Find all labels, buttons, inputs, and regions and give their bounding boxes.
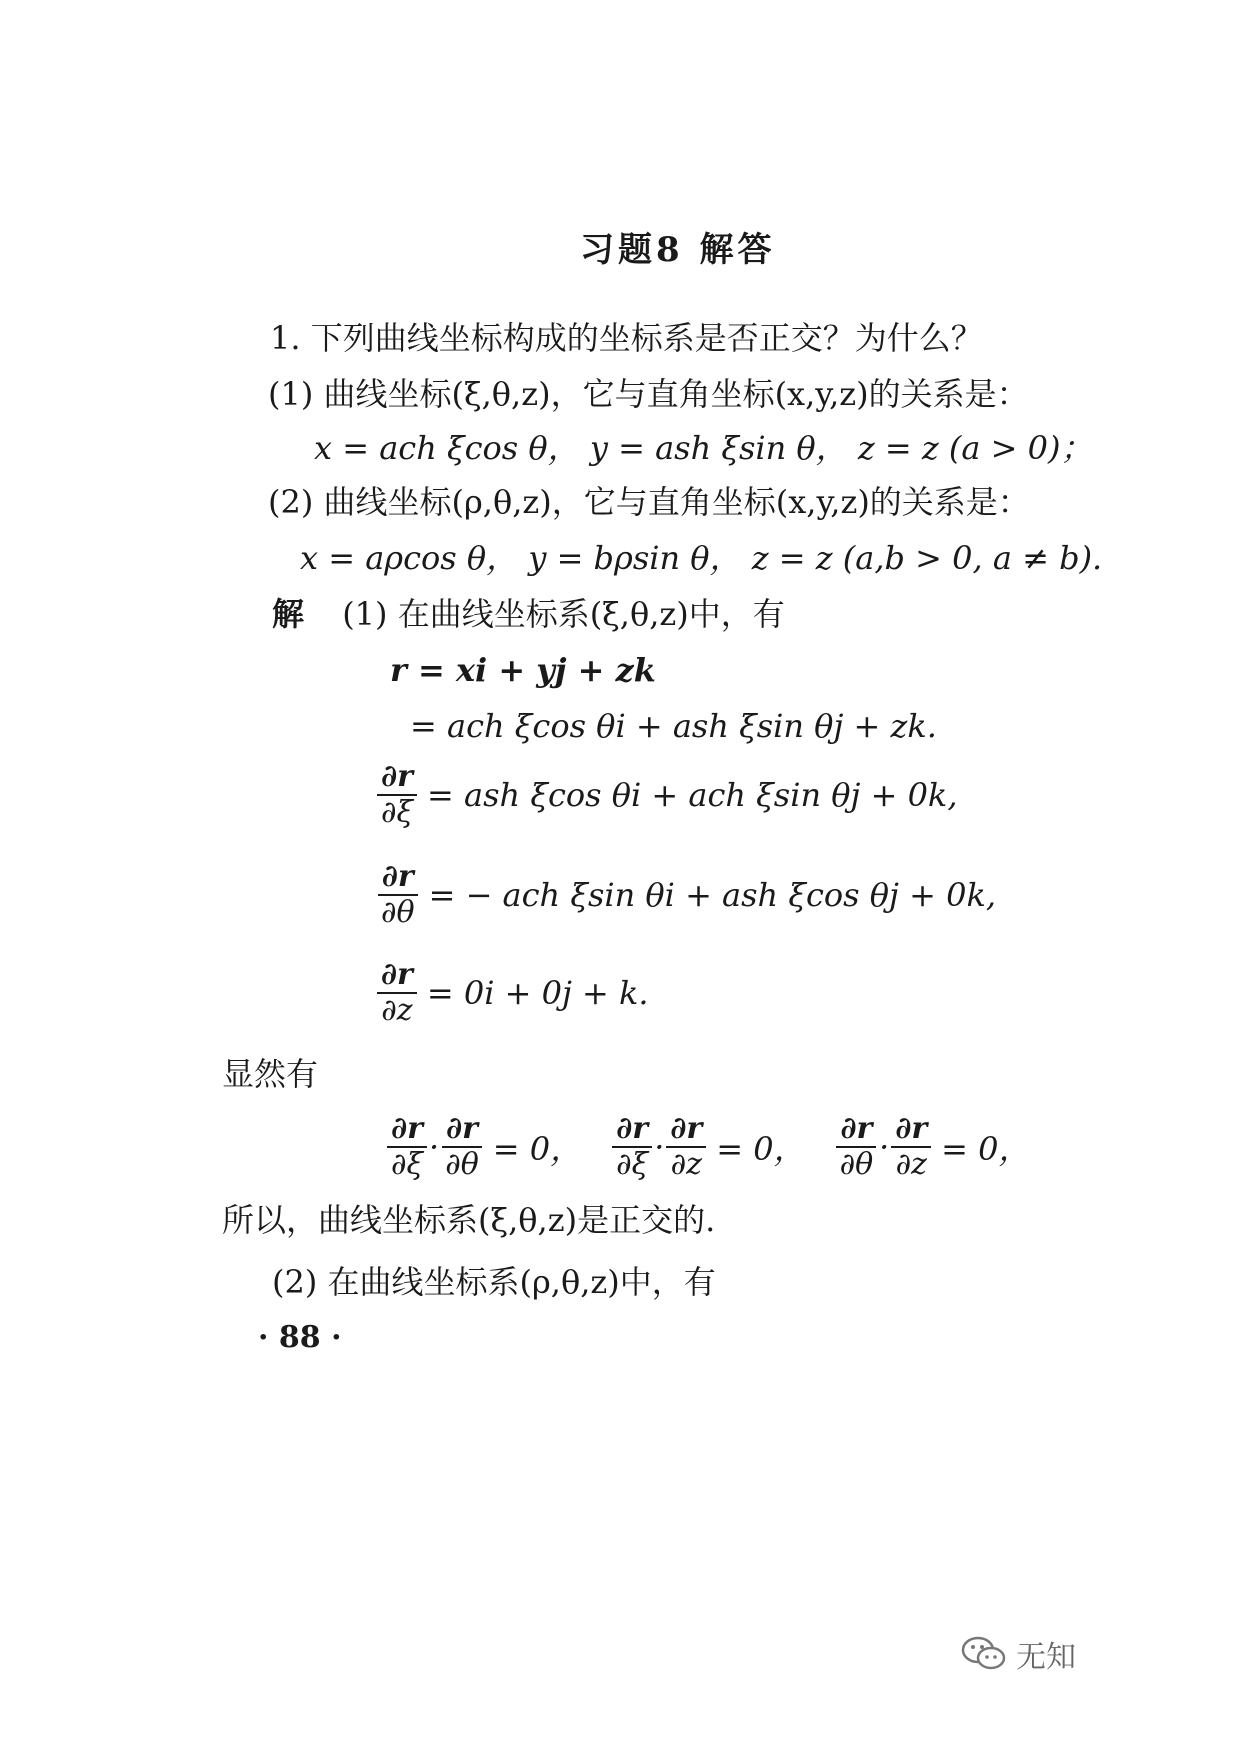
dot1-frac-b-den: ∂θ — [445, 1147, 479, 1182]
dot1-frac-a-num: ∂r — [387, 1112, 427, 1148]
watermark-text: 无知 — [1016, 1640, 1076, 1675]
solution-line — [272, 594, 785, 634]
page-number: · 88 · — [258, 1320, 342, 1355]
partial-z-numerator: ∂r — [377, 958, 417, 994]
dot3-frac-b — [891, 1112, 931, 1182]
dot2-frac-b-num: ∂r — [666, 1112, 706, 1148]
conclusion-text: 所以，曲线坐标系(ξ,θ,z)是正交的. — [222, 1201, 716, 1239]
partial-theta-equation — [375, 860, 996, 930]
dot2-frac-a — [612, 1112, 652, 1182]
dot-operator: · — [429, 1128, 440, 1166]
partial-xi-rhs: = ash ξcos θi + ach ξsin θj + 0k, — [427, 776, 958, 814]
part2-solution-text: (2) 在曲线坐标系(ρ,θ,z)中，有 — [272, 1263, 716, 1301]
r-equation-2: = ach ξcos θi + ash ξsin θj + zk. — [410, 707, 937, 745]
partial-xi-fraction — [377, 760, 417, 830]
part1-equation: x = ach ξcos θ， y = ash ξsin θ， z = z (a > 0)； — [314, 429, 1093, 467]
partial-xi-denominator: ∂ξ — [381, 795, 414, 830]
partial-theta-denominator: ∂θ — [381, 895, 415, 930]
orthogonality-equations — [385, 1112, 1031, 1182]
dot1-frac-b-num: ∂r — [442, 1112, 482, 1148]
dot2-rhs: = 0， — [716, 1130, 806, 1168]
dot1-rhs: = 0， — [492, 1130, 583, 1168]
part1-intro: (1) 曲线坐标(ξ,θ,z)，它与直角坐标(x,y,z)的关系是： — [268, 375, 1029, 413]
part2-equation: x = aρcos θ， y = bρsin θ， z = z (a,b > 0, a ≠ b). — [300, 539, 1103, 577]
dot1-frac-a-den: ∂ξ — [391, 1147, 424, 1182]
dot3-rhs: = 0， — [941, 1130, 1031, 1168]
dot-operator: · — [654, 1128, 665, 1166]
partial-theta-numerator: ∂r — [378, 860, 418, 896]
partial-theta-fraction — [377, 860, 419, 930]
obviously-text: 显然有 — [222, 1055, 319, 1093]
dot1-frac-a — [387, 1112, 427, 1182]
partial-theta-rhs: = − ach ξsin θi + ash ξcos θj + 0k, — [428, 876, 996, 914]
watermark — [960, 1632, 1076, 1676]
dot3-frac-b-den: ∂z — [895, 1147, 927, 1182]
dot-operator: · — [879, 1128, 890, 1166]
partial-xi-equation — [375, 760, 957, 830]
dot2-frac-a-den: ∂ξ — [616, 1147, 649, 1182]
partial-z-equation — [375, 958, 649, 1028]
dot1-frac-b — [441, 1112, 483, 1182]
partial-xi-numerator: ∂r — [377, 760, 417, 796]
dot2-frac-b — [666, 1112, 706, 1182]
solution-label: 解 — [272, 595, 305, 633]
partial-z-denominator: ∂z — [381, 993, 413, 1028]
dot2-frac-a-num: ∂r — [612, 1112, 652, 1148]
dot3-frac-a-num: ∂r — [836, 1112, 876, 1148]
solution-intro: (1) 在曲线坐标系(ξ,θ,z)中，有 — [342, 595, 785, 633]
partial-z-rhs: = 0i + 0j + k. — [426, 974, 649, 1012]
dot3-frac-b-num: ∂r — [891, 1112, 931, 1148]
dot2-frac-b-den: ∂z — [670, 1147, 702, 1182]
r-equation-1: r = xi + yj + zk — [390, 651, 656, 689]
part2-intro: (2) 曲线坐标(ρ,θ,z)，它与直角坐标(x,y,z)的关系是： — [268, 483, 1030, 521]
partial-z-fraction — [377, 958, 417, 1028]
dot3-frac-a — [836, 1112, 878, 1182]
page-title: 习题8 解答 — [580, 230, 776, 270]
question-text: 1. 下列曲线坐标构成的坐标系是否正交？为什么？ — [270, 319, 983, 357]
dot3-frac-a-den: ∂θ — [839, 1147, 874, 1182]
wechat-icon — [960, 1635, 1008, 1673]
